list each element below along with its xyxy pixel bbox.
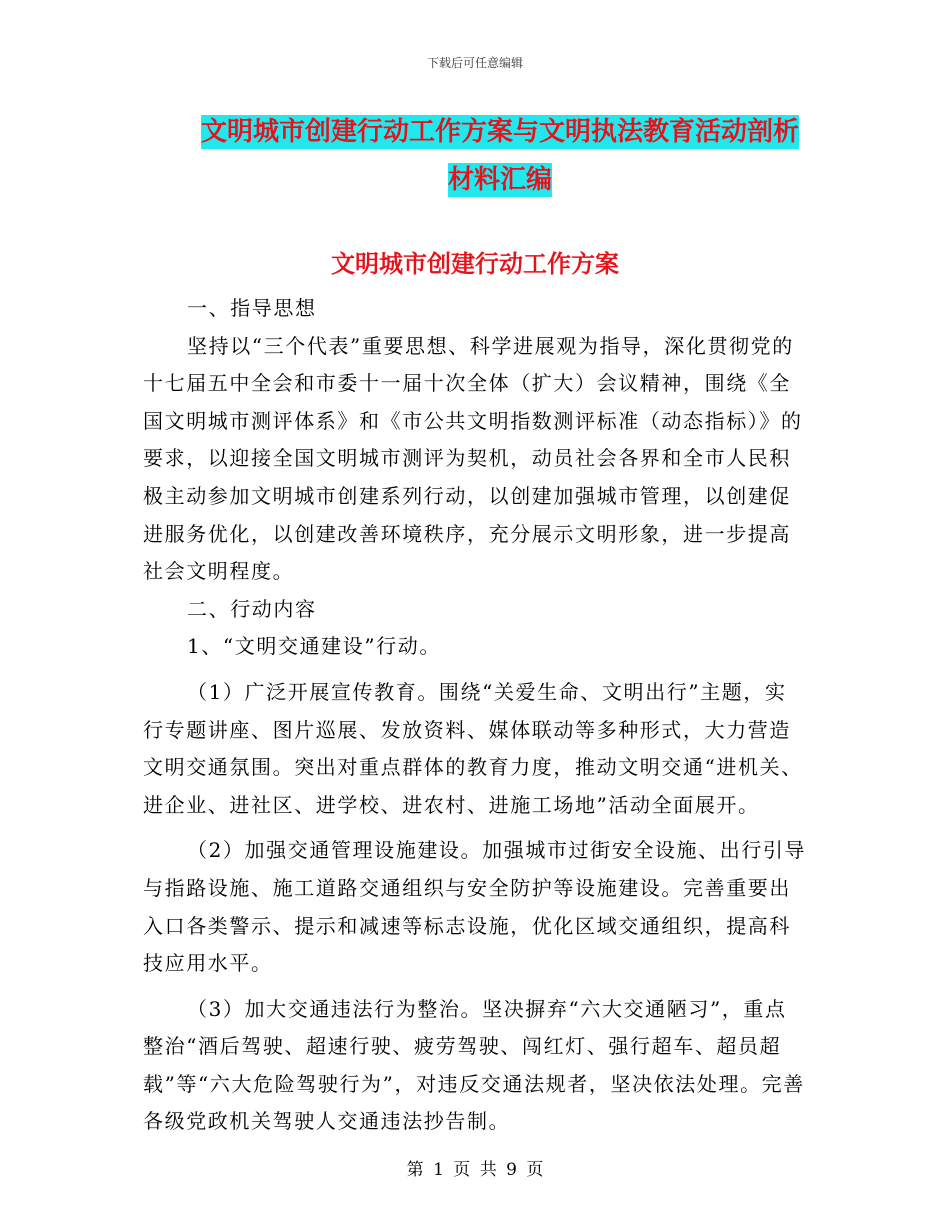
item-civilized-traffic: 1、“文明交通建设”行动。	[187, 634, 441, 659]
document-body	[143, 290, 808, 1141]
heading-guiding-thought: 一、指导思想	[187, 296, 317, 320]
paragraph-publicity-education: （1）广泛开展宣传教育。围绕“关爱生命、文明出行”主题，实行专题讲座、图片巡展、发放资料、媒体联动等多种形式，大力营造文明交通氛围。突出对重点群体的教育力度，推动文明交通“进机关、进企业、进社区、进学校、进农村、进施工场地”活动全面展开。	[143, 679, 803, 817]
page-footer: 第 1 页 共 9 页	[406, 1160, 544, 1180]
title-line-2: 材料汇编	[447, 165, 552, 195]
document-title	[120, 108, 880, 204]
page-header: 下载后可任意编辑	[426, 56, 523, 70]
heading-action-content: 二、行动内容	[187, 596, 317, 621]
paragraph-guiding-thought: 坚持以“三个代表”重要思想、科学进展观为指导，深化贯彻党的十七届五中全会和市委十一届十次全体（扩大）会议精神，围绕《全国文明城市测评体系》和《市公共文明指数测评标准（动态指标）》的要求，以迎接全国文明城市测评为契机，动员社会各界和全市人民积极主动参加文明城市创建系列行动，以创建加强城市管理，以创建促进服务优化，以创建改善环境秩序，充分展示文明形象，进一步提高社会文明程度。	[143, 333, 803, 584]
section-title: 文明城市创建行动工作方案	[331, 249, 619, 278]
paragraph-violation-rectification: （3）加大交通违法行为整治。坚决摒弃“六大交通陋习”，重点整治“酒后驾驶、超速行驶、疲劳驾驶、闯红灯、强行超车、超员超载”等“六大危险驾驶行为”，对违反交通法规者，坚决依法处理。完善各级党政机关驾驶人交通违法抄告制。	[143, 996, 805, 1134]
title-line-1: 文明城市创建行动工作方案与文明执法教育活动剖析	[200, 117, 799, 147]
paragraph-traffic-facilities: （2）加强交通管理设施建设。加强城市过街安全设施、出行引导与指路设施、施工道路交通组织与安全防护等设施建设。完善重要出入口各类警示、提示和减速等标志设施，优化区域交通组织，提高科技应用水平。	[143, 838, 807, 976]
